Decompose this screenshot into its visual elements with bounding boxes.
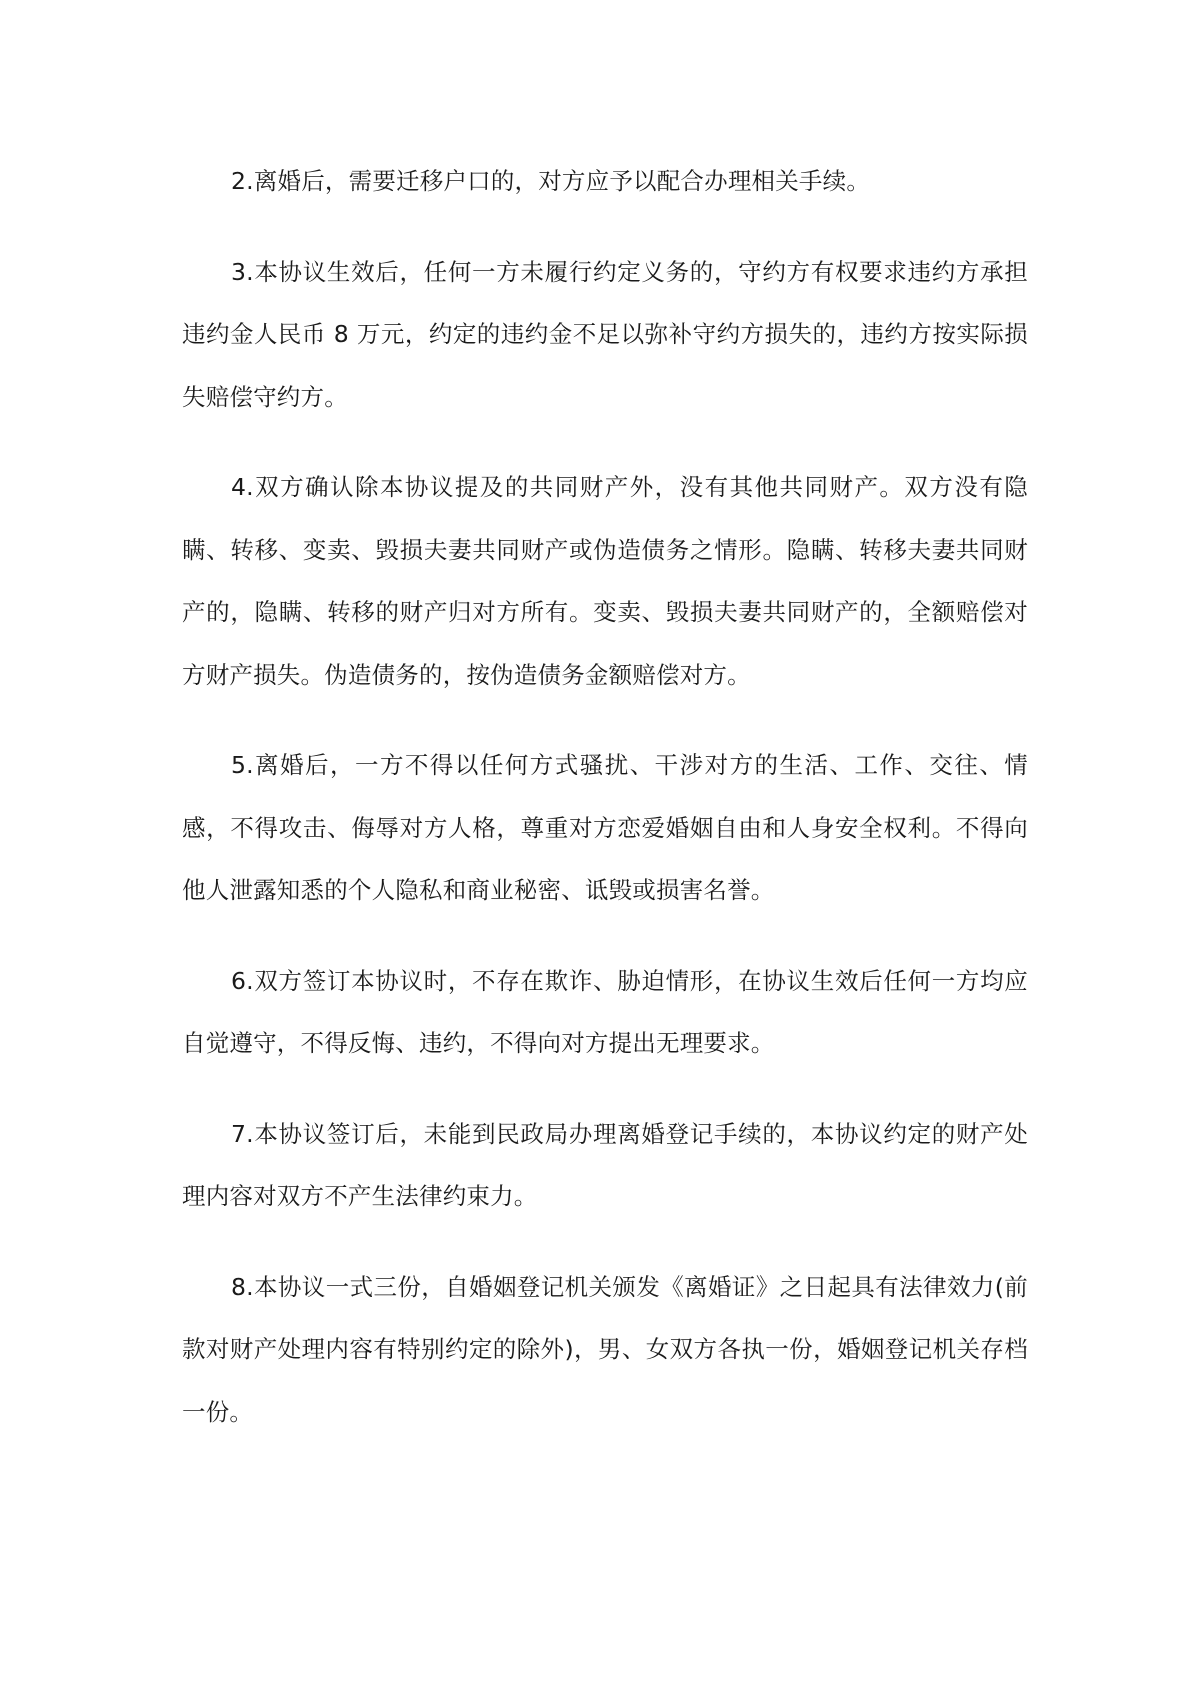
clause-8: 8.本协议一式三份，自婚姻登记机关颁发《离婚证》之日起具有法律效力(前款对财产处理内容有特别约定的除外)，男、女双方各执一份，婚姻登记机关存档一份。 — [182, 1272, 1028, 1426]
clause-6: 6.双方签订本协议时，不存在欺诈、胁迫情形，在协议生效后任何一方均应自觉遵守，不得反悔、违约，不得向对方提出无理要求。 — [182, 966, 1028, 1057]
clause-3: 3.本协议生效后，任何一方未履行约定义务的，守约方有权要求违约方承担违约金人民币 8 万元，约定的违约金不足以弥补守约方损失的，违约方按实际损失赔偿守约方。 — [182, 257, 1028, 411]
clause-5: 5.离婚后，一方不得以任何方式骚扰、干涉对方的生活、工作、交往、情感，不得攻击、侮辱对方人格，尊重对方恋爱婚姻自由和人身安全权利。不得向他人泄露知悉的个人隐私和商业秘密、诋毁或损害名誉。 — [182, 751, 1028, 904]
clause-4: 4.双方确认除本协议提及的共同财产外，没有其他共同财产。双方没有隐瞒、转移、变卖、毁损夫妻共同财产或伪造债务之情形。隐瞒、转移夫妻共同财产的，隐瞒、转移的财产归对方所有。变卖、毁损夫妻共同财产的，全额赔偿对方财产损失。伪造债务的，按伪造债务金额赔偿对方。 — [182, 473, 1028, 689]
document-body — [182, 150, 1028, 1471]
clause-2: 2.离婚后，需要迁移户口的，对方应予以配合办理相关手续。 — [231, 167, 871, 195]
clause-7: 7.本协议签订后，未能到民政局办理离婚登记手续的，本协议约定的财产处理内容对双方不产生法律约束力。 — [182, 1119, 1028, 1210]
